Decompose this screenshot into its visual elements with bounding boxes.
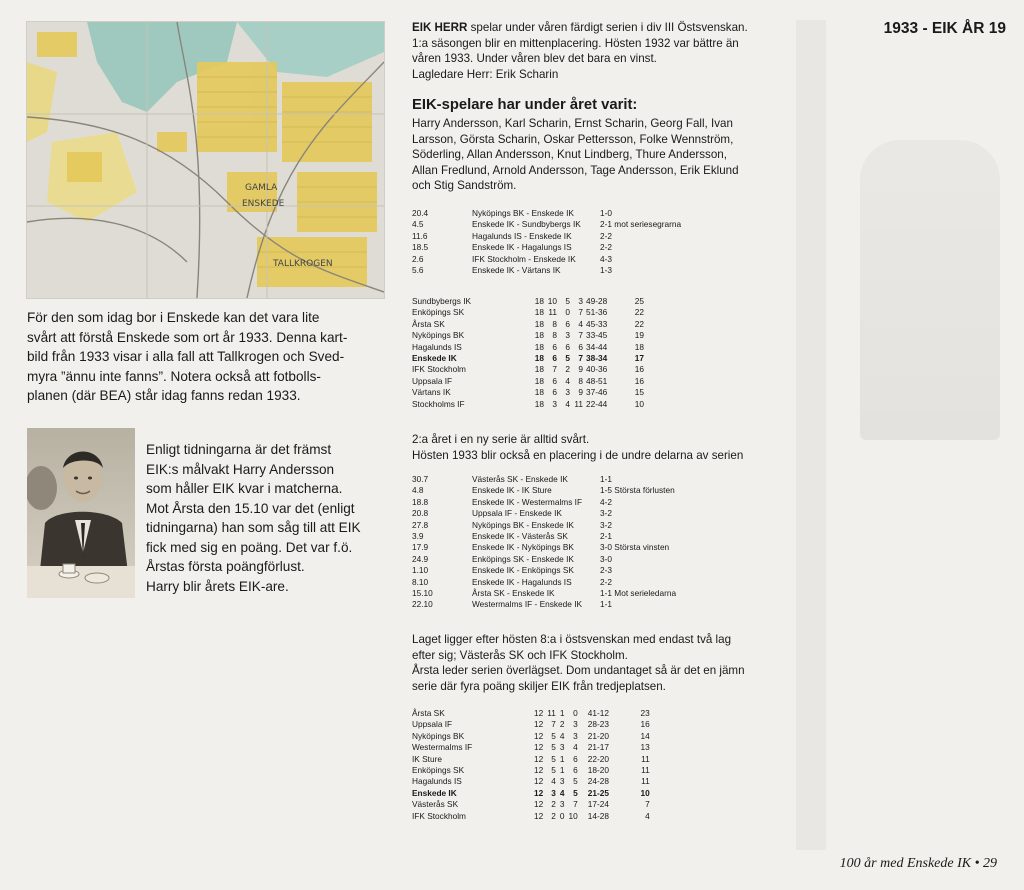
match-result: 4-2 [600,496,612,507]
points: 22 [634,318,644,329]
goal-difference: 24-28 [587,776,609,787]
players-heading: EIK-spelare har under året varit: [412,97,638,113]
draws: 6 [565,341,570,352]
losses: 11 [574,398,583,409]
wins: 11 [548,307,557,318]
match-teams: Westermalms IF - Enskede IK [472,599,583,610]
bleed-through-figure [860,140,1000,440]
second-year-line: Hösten 1933 blir också en placering i de undre delarna av serien [412,448,744,462]
map-label-gamla: GAMLA [245,183,278,193]
match-teams: IFK Stockholm - Enskede IK [472,253,576,264]
wins: 6 [552,341,557,352]
goal-difference: 28-23 [587,719,609,730]
played: 18 [534,375,544,386]
team-name: Enköpings SK [412,765,465,776]
wins: 6 [552,387,557,398]
team-name: IK Sture [412,753,442,764]
match-date: 24.9 [412,553,429,564]
draws: 4 [565,375,570,386]
photo-caption-line: EIK:s målvakt Harry Andersson [146,461,335,477]
match-teams: Enköpings SK - Enskede IK [472,553,574,564]
match-row [412,474,676,485]
losses: 0 [573,708,578,718]
losses: 7 [578,353,583,364]
draws: 2 [559,719,565,730]
goal-difference: 34-44 [586,341,608,352]
points: 16 [634,364,644,375]
team-name: IFK Stockholm [412,810,466,821]
losses: 10 [568,810,578,821]
match-row [412,577,676,588]
draws: 3 [559,776,565,787]
match-date: 1.10 [412,565,429,576]
autumn-summary-line: Årsta leder serien överlägset. Dom undantaget så är det en jämn [412,664,745,677]
match-date: 18.5 [412,242,429,253]
goal-difference: 41-12 [587,708,609,718]
photo-caption [146,440,391,596]
players-line: Söderling, Allan Andersson, Knut Lindberg, Thure Andersson, [412,148,727,161]
standings-row [412,776,650,787]
losses: 3 [573,730,578,741]
match-date: 5.6 [412,265,424,276]
second-year-line: 2:a året i en ny serie är alltid svårt. [412,433,590,446]
match-date: 15.10 [412,588,433,599]
standings-row [412,742,650,753]
match-row [412,208,681,219]
standings-row [412,799,650,810]
team-name: Enskede IK [412,353,457,364]
wins: 5 [551,742,556,753]
played: 12 [534,708,544,718]
photo-caption-line: Enligt tidningarna är det främst [146,442,332,457]
spring-matches-table [412,208,681,276]
standings-row [412,364,644,375]
match-result: 1-1 [600,474,612,484]
page-heading: 1933 - EIK ÅR 19 [883,20,1006,37]
standings-row [412,342,644,353]
losses: 5 [573,787,578,798]
match-result: 3-2 [600,508,612,519]
map-label-tallkrogen: TALLKROGEN [273,259,333,269]
points: 4 [645,810,650,821]
played: 18 [534,318,544,329]
players-line: Larsson, Görsta Scharin, Oskar Pettersson, Folke Wennström, [412,132,734,146]
match-result: 2-2 [600,242,612,253]
team-name: Årsta SK [412,318,445,329]
team-name: Nyköpings BK [412,330,465,341]
autumn-summary-line: Laget ligger efter hösten 8:a i östsvenskan med endast två lag [412,633,732,646]
goal-difference: 33-45 [586,330,608,341]
bleed-through-mark [796,20,826,850]
match-result: 2-2 [600,576,612,587]
draws: 6 [565,318,570,329]
standings-row [412,811,650,822]
played: 12 [534,776,544,787]
team-name: Värtans IK [412,387,451,398]
autumn-summary-line: efter sig; Västerås SK och IFK Stockholm. [412,648,628,662]
points: 22 [634,307,644,318]
match-result: 1-5 Största förlusten [600,485,675,496]
draws: 1 [559,708,565,718]
goal-difference: 49-28 [586,296,608,306]
match-date: 27.8 [412,519,429,530]
points: 23 [640,708,650,718]
photo-caption-line: tidningarna) han som såg till att EIK [146,520,361,535]
map-caption-line: myra ”ännu inte fanns”. Notera också att fotbolls- [27,368,321,384]
team-name: Hagalunds IS [412,776,462,787]
points: 14 [640,730,650,741]
match-teams: Enskede IK - Enköpings SK [472,565,574,576]
team-name: Nyköpings BK [412,730,465,741]
standings-row [412,719,650,730]
draws: 4 [559,787,565,798]
match-teams: Enskede IK - Hagalungs IS [472,242,572,253]
match-date: 22.10 [412,599,433,610]
played: 18 [534,387,544,398]
losses: 4 [578,318,583,329]
goal-difference: 22-44 [586,398,608,409]
points: 16 [640,719,650,730]
photo-caption-line: Årstas första poängförlust. [146,559,305,574]
wins: 4 [551,776,556,787]
losses: 6 [573,765,578,776]
match-date: 20.8 [412,508,429,519]
wins: 8 [552,318,557,329]
match-row [412,508,676,519]
autumn-summary-text [412,632,792,694]
wins: 5 [551,753,556,764]
played: 18 [534,353,544,364]
match-row [412,565,676,576]
match-date: 3.9 [412,531,424,542]
goalkeeper-photo-drawing [27,428,135,598]
losses: 6 [573,753,578,764]
points: 10 [634,398,644,409]
played: 12 [534,742,544,753]
team-name: Sundbybergs IK [412,296,472,306]
played: 12 [534,765,544,776]
played: 18 [534,364,544,375]
standings-row [412,296,644,307]
match-result: 2-1 mot seriesegrarna [600,219,682,230]
match-teams: Enskede IK - Värtans IK [472,265,561,276]
intro-line: 1:a säsongen blir en mittenplacering. Hösten 1932 var bättre än [412,36,739,50]
goal-difference: 17-24 [587,799,609,810]
played: 12 [534,799,544,810]
losses: 9 [578,364,583,375]
match-date: 18.8 [412,496,429,507]
team-name: Uppsala IF [412,719,453,730]
played: 18 [534,341,544,352]
match-result: 2-3 [600,565,612,576]
match-result: 3-2 [600,519,612,530]
wins: 6 [552,353,557,364]
players-line: Harry Andersson, Karl Scharin, Ernst Scharin, Georg Fall, Ivan [412,117,733,130]
spring-standings-table [412,296,644,410]
standings-row [412,353,644,364]
team-name: Westermalms IF [412,742,473,753]
photo-caption-line: fick med sig en poäng. Det var f.ö. [146,539,353,555]
match-date: 11.6 [412,230,428,241]
goal-difference: 22-20 [587,753,609,764]
points: 11 [641,765,650,776]
played: 18 [534,330,544,341]
draws: 5 [565,296,570,306]
wins: 5 [551,765,556,776]
team-name: Hagalunds IS [412,341,462,352]
goalkeeper-photo [27,428,135,598]
players-line: Allan Fredlund, Arnold Andersson, Tage Andersson, Erik Eklund [412,163,739,177]
standings-row [412,399,644,410]
photo-caption-line: Mot Årsta den 15.10 var det (enligt [146,500,355,516]
draws: 1 [559,753,565,764]
match-teams: Västerås SK - Enskede IK [472,474,568,484]
played: 12 [534,810,544,821]
wins: 5 [551,730,556,741]
team-name: Stockholms IF [412,398,465,409]
match-teams: Enskede IK - Hagalunds IS [472,576,572,587]
intro-text [412,20,792,82]
match-result: 3-0 [600,553,612,564]
draws: 5 [565,353,570,364]
wins: 7 [551,719,556,730]
wins: 6 [552,375,557,386]
players-line: och Stig Sandström. [412,179,517,192]
match-teams: Enskede IK - Westermalms IF [472,496,583,507]
played: 12 [534,730,544,741]
wins: 11 [547,708,556,718]
goal-difference: 51-36 [586,307,608,318]
match-row [412,588,676,599]
match-row [412,497,676,508]
team-name: Enköpings SK [412,307,465,318]
match-row [412,231,681,242]
team-name: Uppsala IF [412,375,453,386]
map-caption [27,308,387,406]
draws: 3 [559,799,565,810]
played: 18 [534,296,544,306]
players-list [412,116,792,194]
points: 13 [640,742,650,753]
played: 18 [534,307,544,318]
match-teams: Hagalunds IS - Enskede IK [472,230,572,241]
match-row [412,542,676,553]
goal-difference: 21-25 [587,787,609,798]
points: 11 [641,753,650,764]
match-teams: Nyköpings BK - Enskede IK [472,208,574,218]
map-label-enskede: ENSKEDE [242,199,285,209]
points: 25 [634,296,644,306]
match-row [412,599,676,610]
match-teams: Årsta SK - Enskede IK [472,588,555,599]
match-result: 4-3 [600,253,612,264]
match-date: 20.4 [412,208,429,218]
losses: 7 [578,330,583,341]
match-result: 2-1 [600,531,612,542]
match-result: 1-1 [600,599,612,610]
intro-line: Lagledare Herr: Erik Scharin [412,67,559,81]
standings-row [412,788,650,799]
page-footer: 100 år med Enskede IK • 29 [839,856,997,871]
draws: 4 [565,398,570,409]
match-date: 4.5 [412,219,424,230]
match-row [412,531,676,542]
points: 11 [641,776,650,787]
match-teams: Enskede IK - IK Sture [472,485,552,496]
match-result: 1-3 [600,265,612,276]
map-caption-line: bild från 1933 visar i alla fall att Tallkrogen och Sved- [27,349,345,364]
goal-difference: 45-33 [586,318,608,329]
standings-row [412,376,644,387]
draws: 0 [565,307,570,318]
goal-difference: 14-28 [587,810,609,821]
goal-difference: 18-20 [587,765,609,776]
losses: 3 [573,719,578,730]
goal-difference: 21-17 [587,742,609,753]
match-result: 3-0 Största vinsten [600,542,670,553]
team-name: IFK Stockholm [412,364,466,375]
goal-difference: 38-34 [586,353,608,364]
match-result: 1-0 [600,208,612,218]
draws: 3 [559,742,565,753]
points: 16 [634,375,644,386]
played: 18 [534,398,544,409]
match-row [412,554,676,565]
map-image [27,22,384,298]
map-drawing [27,22,384,298]
team-name: Årsta SK [412,708,445,718]
match-date: 17.9 [412,542,429,553]
match-row [412,485,676,496]
map-caption-line: För den som idag bor i Enskede kan det vara lite [27,310,320,325]
wins: 7 [552,364,557,375]
draws: 4 [559,730,565,741]
losses: 3 [578,296,583,306]
played: 12 [534,787,544,798]
autumn-standings-table [412,708,650,822]
photo-caption-line: som håller EIK kvar i matcherna. [146,481,343,496]
intro-line: våren 1933. Under våren blev det bara en vinst. [412,52,657,65]
losses: 7 [578,307,583,318]
losses: 6 [578,341,583,352]
losses: 4 [573,742,578,753]
points: 7 [645,799,650,810]
match-row [412,265,681,276]
points: 15 [634,387,644,398]
standings-row [412,754,650,765]
losses: 9 [578,387,583,398]
draws: 3 [565,387,570,398]
match-result: 2-2 [600,230,612,241]
goal-difference: 40-36 [586,364,608,375]
wins: 2 [551,799,556,810]
match-date: 30.7 [412,474,429,484]
standings-row [412,387,644,398]
standings-row [412,708,650,719]
match-teams: Enskede IK - Västerås SK [472,531,568,542]
match-row [412,520,676,531]
match-result: 1-1 Mot serieledarna [600,588,677,599]
losses: 8 [578,375,583,386]
goal-difference: 21-20 [587,730,609,741]
map-caption-line: svårt att förstå Enskede som ort år 1933. Denna kart- [27,329,348,345]
match-row [412,242,681,253]
draws: 2 [565,364,570,375]
match-date: 4.8 [412,485,424,496]
match-date: 8.10 [412,576,429,587]
photo-caption-line: Harry blir årets EIK-are. [146,578,289,594]
goal-difference: 48-51 [586,375,608,386]
wins: 8 [552,330,557,341]
losses: 5 [573,776,578,787]
match-teams: Nyköpings BK - Enskede IK [472,519,574,530]
match-teams: Enskede IK - Sundbybergs IK [472,219,581,230]
points: 17 [634,353,644,364]
points: 10 [640,787,650,798]
wins: 3 [551,787,556,798]
intro-line: spelar under våren färdigt serien i div III Östsvenskan. [467,21,748,34]
standings-row [412,765,650,776]
map-caption-line: planen (där BEA) står idag fanns redan 1933. [27,388,301,403]
standings-row [412,330,644,341]
standings-row [412,319,644,330]
draws: 1 [559,765,565,776]
losses: 7 [573,799,578,810]
draws: 3 [565,330,570,341]
match-teams: Uppsala IF - Enskede IK [472,508,562,519]
wins: 3 [552,398,557,409]
second-year-text [412,432,792,463]
match-row [412,254,681,265]
played: 12 [534,753,544,764]
points: 19 [634,330,644,341]
played: 12 [534,719,544,730]
draws: 0 [559,810,565,821]
wins: 2 [551,810,556,821]
team-name: Västerås SK [412,799,459,810]
match-teams: Enskede IK - Nyköpings BK [472,542,574,553]
autumn-summary-line: serie där fyra poäng skiljer EIK från tredjeplatsen. [412,679,666,693]
goal-difference: 37-46 [586,387,608,398]
wins: 10 [547,296,557,306]
autumn-matches-table [412,474,676,611]
standings-row [412,307,644,318]
team-name: Enskede IK [412,787,457,798]
standings-row [412,731,650,742]
points: 18 [634,341,644,352]
match-date: 2.6 [412,253,424,264]
match-row [412,219,681,230]
intro-bold-lead: EIK HERR [412,21,468,34]
